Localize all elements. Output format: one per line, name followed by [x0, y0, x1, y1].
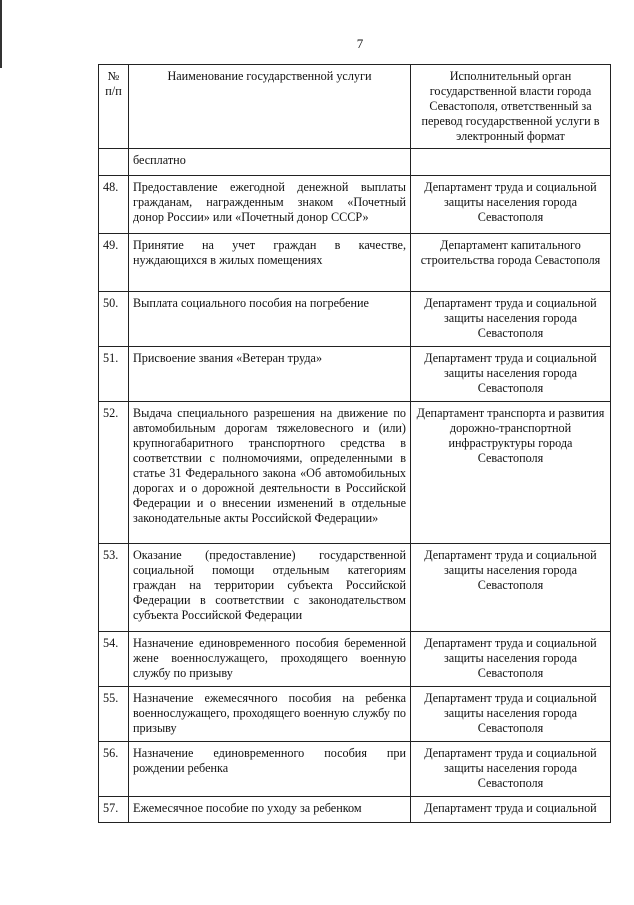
cell-responsible-organ: Департамент труда и социальной защиты населения города Севастополя	[411, 687, 611, 742]
cell-service-name: Назначение ежемесячного пособия на ребенка военнослужащего, проходящего военную службу по призыву	[129, 687, 411, 742]
cell-service-name: Оказание (предоставление) государственной социальной помощи отдельным категориям граждан на территории субъекта Российской Федерации в соответствии с законодательством субъекта Российской Федерации	[129, 544, 411, 632]
table-row	[99, 234, 611, 292]
cell-number: 49.	[99, 234, 129, 292]
table-header-row	[99, 65, 611, 149]
table-row	[99, 797, 611, 823]
table-row	[99, 687, 611, 742]
cell-number: 52.	[99, 402, 129, 544]
cell-service-name: Выплата социального пособия на погребение	[129, 292, 411, 347]
table-body	[99, 149, 611, 823]
cell-service-name: Предоставление ежегодной денежной выплаты гражданам, награжденным знаком «Почетный донор России» или «Почетный донор СССР»	[129, 176, 411, 234]
table-row-continuation	[99, 149, 611, 176]
cell-responsible-organ: Департамент труда и социальной защиты населения города Севастополя	[411, 347, 611, 402]
cell-number: 50.	[99, 292, 129, 347]
cell-responsible-organ: Департамент труда и социальной защиты населения города Севастополя	[411, 292, 611, 347]
cell-number: 55.	[99, 687, 129, 742]
cell-responsible-organ: Департамент труда и социальной	[411, 797, 611, 823]
cell-responsible-organ: Департамент транспорта и развития дорожно-транспортной инфраструктуры города Севастополя	[411, 402, 611, 544]
cell-service-name: Присвоение звания «Ветеран труда»	[129, 347, 411, 402]
cell-responsible-organ: Департамент труда и социальной защиты населения города Севастополя	[411, 632, 611, 687]
cell-service-name: Назначение единовременного пособия беременной жене военнослужащего, проходящего военную службу по призыву	[129, 632, 411, 687]
header-responsible-organ: Исполнительный орган государственной власти города Севастополя, ответственный за перевод государственной услуги в электронный формат	[411, 65, 611, 149]
cell-responsible-organ	[411, 149, 611, 176]
table-row	[99, 347, 611, 402]
cell-responsible-organ: Департамент труда и социальной защиты населения города Севастополя	[411, 742, 611, 797]
header-number	[99, 65, 129, 149]
cell-service-name: Принятие на учет граждан в качестве, нуждающихся в жилых помещениях	[129, 234, 411, 292]
cell-number: 53.	[99, 544, 129, 632]
table-row	[99, 402, 611, 544]
cell-service-name: Ежемесячное пособие по уходу за ребенком	[129, 797, 411, 823]
table-row	[99, 292, 611, 347]
cell-number: 54.	[99, 632, 129, 687]
cell-service-name: Назначение единовременного пособия при рождении ребенка	[129, 742, 411, 797]
cell-service-name: бесплатно	[129, 149, 411, 176]
header-service-name: Наименование государственной услуги	[129, 65, 411, 149]
table-row	[99, 632, 611, 687]
header-number-label: № п/п	[105, 69, 122, 98]
page-number: 7	[356, 36, 364, 51]
cell-number: 56.	[99, 742, 129, 797]
cell-number	[99, 149, 129, 176]
cell-responsible-organ: Департамент труда и социальной защиты населения города Севастополя	[411, 176, 611, 234]
scan-edge-line	[0, 0, 2, 68]
cell-service-name: Выдача специального разрешения на движение по автомобильным дорогам тяжеловесного и (или) крупногабаритного транспортного средства в соответствии с полномочиями, определенными в статье 31 Федерального закона «Об автомобильных дорогах и о дорожной деятельности в Российской Федерации и о внесении изменений в отдельные законодательные акты Российской Федерации»	[129, 402, 411, 544]
table-row	[99, 742, 611, 797]
cell-responsible-organ: Департамент труда и социальной защиты населения города Севастополя	[411, 544, 611, 632]
cell-responsible-organ: Департамент капитального строительства города Севастополя	[411, 234, 611, 292]
table-row	[99, 176, 611, 234]
cell-number: 48.	[99, 176, 129, 234]
services-table	[98, 64, 611, 823]
cell-number: 57.	[99, 797, 129, 823]
cell-number: 51.	[99, 347, 129, 402]
table-row	[99, 544, 611, 632]
